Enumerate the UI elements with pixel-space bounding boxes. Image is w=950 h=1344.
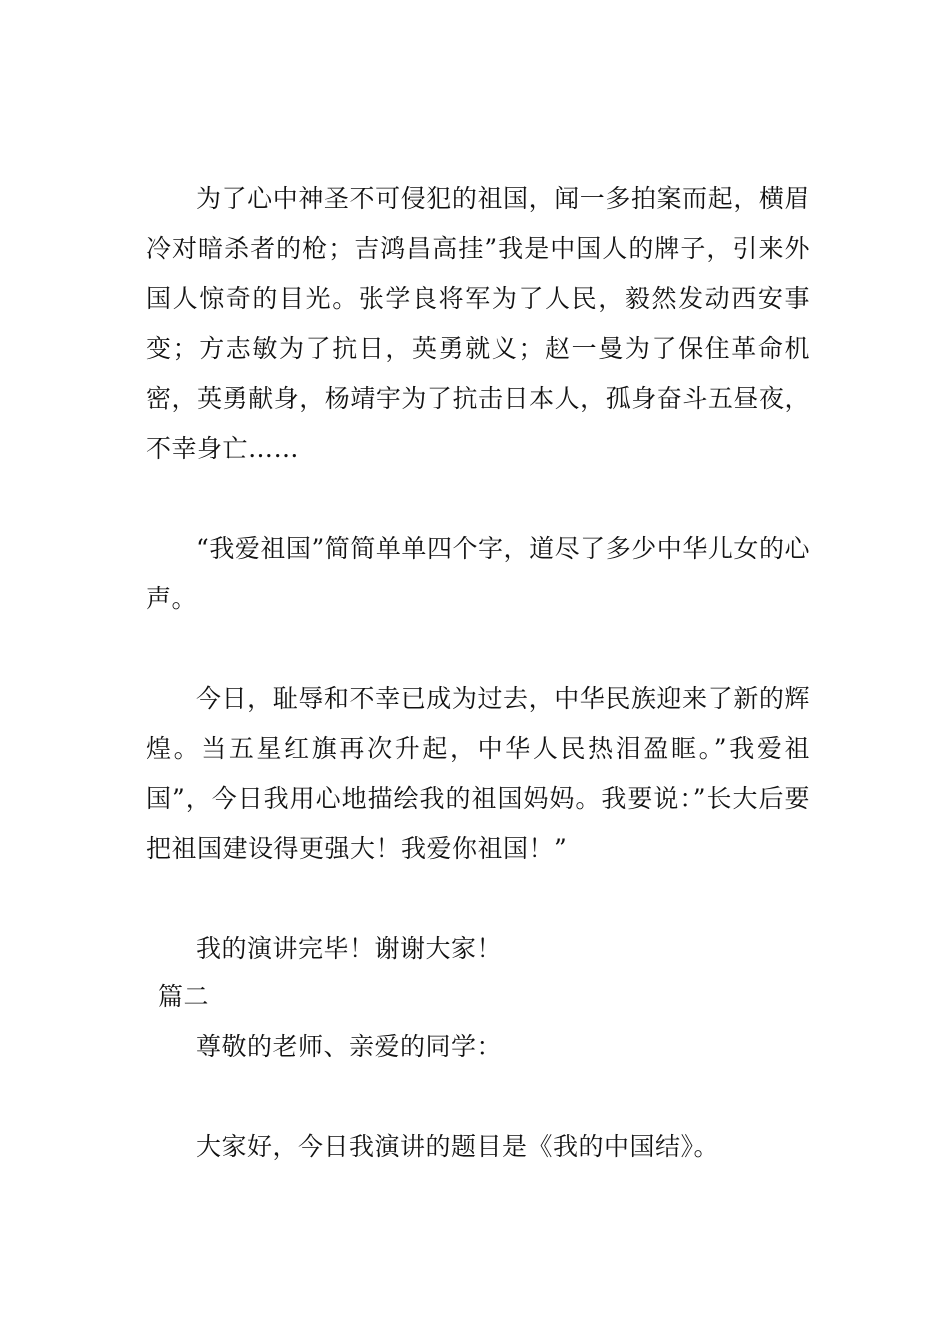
paragraph-speech-title: 大家好，今日我演讲的题目是《我的中国结》。	[196, 1132, 720, 1161]
paragraph-i-love-motherland: “我爱祖国”简简单单四个字，道尽了多少中华儿女的心声。	[146, 534, 810, 613]
paragraph-heroes: 为了心中神圣不可侵犯的祖国，闻一多拍案而起，横眉冷对暗杀者的枪；吉鸿昌高挂”我是中国人的牌子，引来外国人惊奇的目光。张学良将军为了人民，毅然发动西安事变；方志敏为了抗日，英勇就义；赵一曼为了保住革命机密，英勇献身，杨靖宇为了抗击日本人，孤身奋斗五昼夜，不幸身亡……	[146, 184, 810, 463]
paragraph-closing: 我的演讲完毕！谢谢大家！	[196, 934, 503, 963]
paragraph-today: 今日，耻辱和不幸已成为过去，中华民族迎来了新的辉煌。当五星红旗再次升起，中华人民热泪盈眶。”我爱祖国”，今日我用心地描绘我的祖国妈妈。我要说：”长大后要把祖国建设得更强大！我爱你祖国！”	[146, 684, 810, 863]
paragraph-greeting: 尊敬的老师、亲爱的同学：	[196, 1032, 503, 1061]
section-heading: 篇二	[158, 982, 210, 1011]
